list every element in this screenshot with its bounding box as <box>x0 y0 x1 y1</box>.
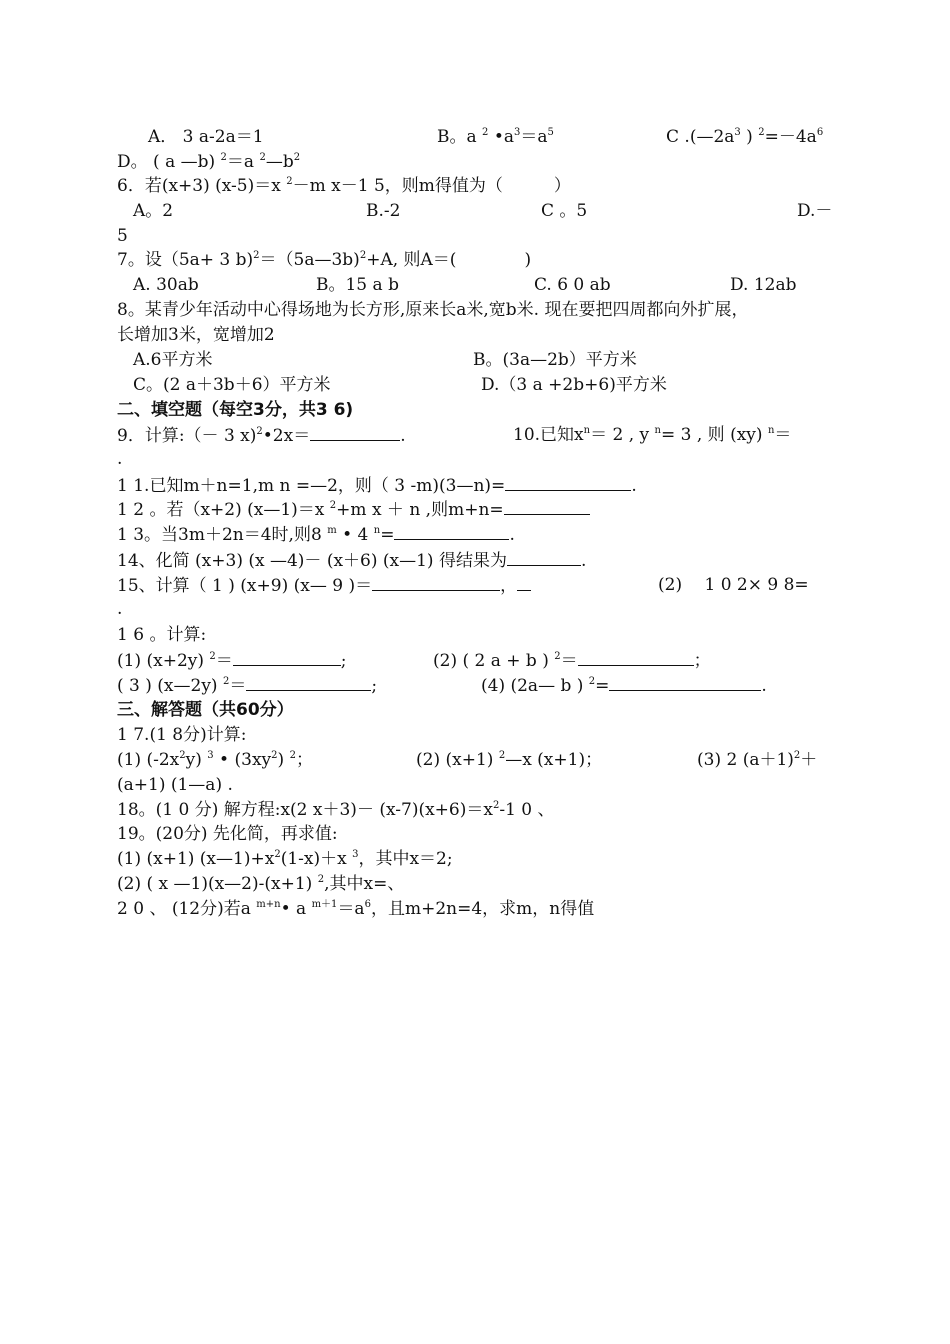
q10: 10.已知$x^n= 2$ , y $^n$= 3 , 则 (xy) $^n$＝ <box>513 425 792 445</box>
q17-part3: (3) 2 $(a+1)^2+$ <box>697 750 818 770</box>
q20: 2 0 、 (12分)若a $^{m+n}$• a $^{m+1}=a^6$，且m+2n=4，求m，n得值 <box>117 899 595 919</box>
q17-part2: (2) (x+1) $^2$—x (x+1)； <box>416 750 603 770</box>
q8-option-c: C。(2 a＋3b＋6）平方米 <box>133 375 331 395</box>
q7-option-a: A. 30ab <box>133 275 199 295</box>
q7-option-c: C. 6 0 ab <box>534 275 611 295</box>
q13-answer-blank[interactable] <box>394 523 509 540</box>
q19-title: 19。(20分) 先化简，再求值: <box>117 824 338 844</box>
q8-option-a: A.6平方米 <box>133 350 213 370</box>
q9: 9．计算:（－ 3 x)$^2$•2x＝ . <box>117 426 406 446</box>
q19-part1: (1) (x+1) $(x—1)+x^2(1-x)+x$ $^3$，其中x＝2; <box>117 849 453 869</box>
q6-option-d: D.－ <box>797 201 833 221</box>
section-3-heading: 三、解答题（共60分） <box>117 700 294 720</box>
q16-part3: ( 3 ) (x—2y) $^2$＝ ; <box>117 676 378 696</box>
q15-answer-blank-1[interactable] <box>372 574 500 591</box>
q13: 1 3。当3m＋2n＝4时,则8 $^m$ • 4 $^n$= . <box>117 525 515 545</box>
q8-stem: 8。某青少年活动中心得场地为长方形,原来长a米,宽b米. 现在要把四周都向外扩展， <box>117 300 749 320</box>
q16-answer-blank-2[interactable] <box>578 649 694 666</box>
q10-cont: . <box>117 449 123 469</box>
q16-title: 1 6 。计算: <box>117 625 207 645</box>
q5-option-d: D。 ( a —b) $^2$＝a $^2—b^2$ <box>117 152 301 172</box>
q14: 14、化简 (x+3) (x —4)－ (x＋6) (x—1) 得结果为 . <box>117 551 587 571</box>
q9-answer-blank[interactable] <box>310 424 400 441</box>
q16-part1: (1) (x+2y) $^2$＝ ; <box>117 651 347 671</box>
q16-part4: (4) (2a— b ) $^2$= . <box>481 676 767 696</box>
q12: 1 2 。若（x+2) (x—1)＝x $^2$+m x ＋ n ,则m+n= <box>117 498 590 521</box>
q8-stem-cont: 长增加3米，宽增加2 <box>117 325 275 345</box>
q6-option-b: B.-2 <box>366 201 401 221</box>
q16-part2: (2) ( 2 a + b ) $^2$＝ ； <box>433 651 711 671</box>
q8-option-b: B。(3a—2b）平方米 <box>473 350 637 370</box>
q5-option-c: C $.(—2a^3$ ) $^2=-4a^6$ <box>666 127 824 147</box>
q11: 1 1.已知m＋n=1,m n =—2，则（ 3 -m)(3—n)= . <box>117 476 637 496</box>
q14-answer-blank[interactable] <box>507 549 581 566</box>
q17-part1: (1) $(-2x^2y)$ $^3$ • $(3xy^2)$ $^2$； <box>117 750 313 770</box>
q7-option-b: B。15 a b <box>316 275 399 295</box>
q6-stem: 6．若(x+3) (x-5)＝x $^2$－m x－1 5，则m得值为（ ） <box>117 176 571 196</box>
q17-title: 1 7.(1 8分)计算: <box>117 725 247 745</box>
q16-answer-blank-1[interactable] <box>233 649 341 666</box>
q7-option-d: D. 12ab <box>730 275 797 295</box>
section-2-heading: 二、填空题（每空3分，共3 6) <box>117 400 354 420</box>
q5-option-b: B。a $^2$ $•a^3=a^5$ <box>437 127 554 147</box>
q11-answer-blank[interactable] <box>505 474 631 491</box>
q5-option-a: A． 3 a-2a＝1 <box>148 127 264 147</box>
q15-part1: 15、计算（ 1 ) (x+9) (x— 9 )＝ ， <box>117 574 531 597</box>
q8-option-d: D.（3 a +2b+6)平方米 <box>481 375 667 395</box>
q17-part3-cont: (a+1) (1—a) . <box>117 775 233 795</box>
q7-stem: 7。设（5a+ 3 b)$^2$＝（5a—3b)$^2$+A, 则A＝( ) <box>117 250 532 270</box>
q15-part2: (2) 1 0 2× 9 8= <box>658 575 809 595</box>
q6-option-c: C 。5 <box>541 201 588 221</box>
q16-answer-blank-4[interactable] <box>609 674 761 691</box>
q19-part2: (2) ( x —1)(x—2)-(x+1) $^2$,其中x=、 <box>117 874 405 894</box>
q18: 18。(1 0 分) 解方程:x(2 $x+3)- (x-7)(x+6)=x^2-1$ 0 、 <box>117 800 555 820</box>
q6-option-a: A。2 <box>133 201 174 221</box>
q16-answer-blank-3[interactable] <box>246 674 371 691</box>
q12-answer-blank[interactable] <box>504 498 590 515</box>
q6-option-d-cont: 5 <box>117 226 128 246</box>
q15-cont: . <box>117 599 123 619</box>
